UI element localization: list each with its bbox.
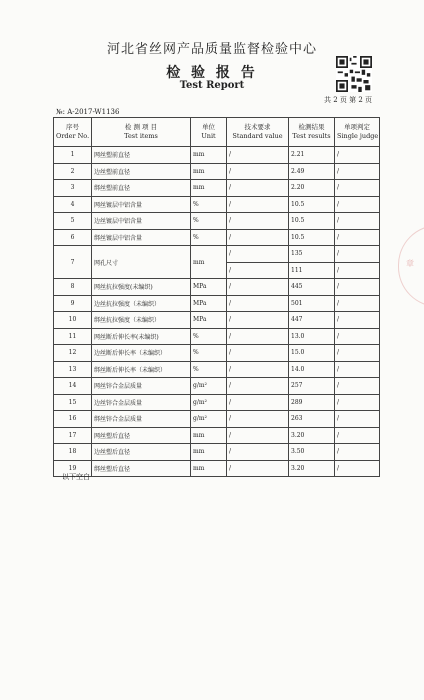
row-result: 2.49: [289, 163, 335, 180]
seal-stamp: 章: [398, 225, 424, 307]
row-order: 9: [54, 295, 92, 312]
row-item: 网孔尺寸: [92, 246, 191, 279]
table-row: [54, 196, 380, 213]
row-order: 1: [54, 147, 92, 164]
row-order: 4: [54, 196, 92, 213]
document-number: №: A-2017-W1136: [56, 108, 120, 116]
row-judge: /: [335, 147, 380, 164]
row-judge: /: [335, 394, 380, 411]
row-order: 8: [54, 279, 92, 296]
row-item: 网丝镀层中铝含量: [92, 196, 191, 213]
row-unit: mm: [191, 163, 227, 180]
header-judge: 单项判定 Single judge: [335, 118, 380, 147]
table-row: [54, 361, 380, 378]
table-row: [54, 312, 380, 329]
row-judge: /: [335, 460, 380, 477]
row-result: 501: [289, 295, 335, 312]
row-unit: %: [191, 345, 227, 362]
table-row: [54, 427, 380, 444]
row-judge: /: [335, 444, 380, 461]
row-item: 绑丝锌合金层质量: [92, 411, 191, 428]
row-standard: /: [227, 279, 289, 296]
table-row: [54, 279, 380, 296]
row-unit: %: [191, 196, 227, 213]
row-item: 网丝锌合金层质量: [92, 378, 191, 395]
report-title-cn: 检 验 报 告: [166, 65, 258, 81]
row-judge: /: [335, 378, 380, 395]
qr-code-icon: [336, 56, 372, 92]
blank-below-note: 以下空白: [62, 473, 90, 481]
row-unit: MPa: [191, 279, 227, 296]
row-judge: /: [335, 427, 380, 444]
row-result: 14.0: [289, 361, 335, 378]
row-result: 135: [289, 246, 335, 263]
row-unit: %: [191, 328, 227, 345]
table-row: [54, 378, 380, 395]
table-row: [54, 295, 380, 312]
row-result: 111: [289, 262, 335, 279]
row-judge: /: [335, 279, 380, 296]
row-unit: g/m²: [191, 394, 227, 411]
row-standard: /: [227, 262, 289, 279]
row-result: 3.20: [289, 427, 335, 444]
row-order: 14: [54, 378, 92, 395]
row-order: 19: [54, 460, 92, 477]
table-row: [54, 411, 380, 428]
row-unit: mm: [191, 460, 227, 477]
row-order: 7: [54, 246, 92, 279]
row-standard: /: [227, 312, 289, 329]
row-standard: /: [227, 196, 289, 213]
table-row: [54, 345, 380, 362]
row-result: 447: [289, 312, 335, 329]
row-judge: /: [335, 213, 380, 230]
row-standard: /: [227, 229, 289, 246]
row-result: 13.0: [289, 328, 335, 345]
row-judge: /: [335, 361, 380, 378]
row-judge: /: [335, 312, 380, 329]
row-judge: /: [335, 196, 380, 213]
row-judge: /: [335, 180, 380, 197]
table-header-row: [54, 118, 380, 147]
row-result: 10.5: [289, 213, 335, 230]
row-order: 16: [54, 411, 92, 428]
table-row: [54, 460, 380, 477]
row-item: 绑丝断后伸长率（未编织）: [92, 361, 191, 378]
row-item: 网丝塑前直径: [92, 147, 191, 164]
row-order: 18: [54, 444, 92, 461]
row-standard: /: [227, 345, 289, 362]
row-standard: /: [227, 460, 289, 477]
row-standard: /: [227, 213, 289, 230]
row-unit: MPa: [191, 295, 227, 312]
row-result: 10.5: [289, 196, 335, 213]
row-standard: /: [227, 180, 289, 197]
row-item: 边丝镀层中铝含量: [92, 213, 191, 230]
row-standard: /: [227, 328, 289, 345]
row-standard: /: [227, 246, 289, 263]
row-result: 3.20: [289, 460, 335, 477]
header-items: 检 测 项 目 Test items: [92, 118, 191, 147]
row-standard: /: [227, 361, 289, 378]
row-item: 绑丝抗拉强度（未编织）: [92, 312, 191, 329]
row-standard: /: [227, 147, 289, 164]
table-row: [54, 147, 380, 164]
table-row: [54, 229, 380, 246]
row-item: 边丝塑前直径: [92, 163, 191, 180]
row-judge: /: [335, 163, 380, 180]
row-result: 445: [289, 279, 335, 296]
org-title: 河北省丝网产品质量监督检验中心: [106, 42, 317, 57]
row-unit: g/m²: [191, 378, 227, 395]
table-row: [54, 394, 380, 411]
row-standard: /: [227, 394, 289, 411]
results-table: [53, 117, 380, 477]
row-order: 10: [54, 312, 92, 329]
row-unit: mm: [191, 427, 227, 444]
row-item: 边丝断后伸长率（未编织）: [92, 345, 191, 362]
row-order: 3: [54, 180, 92, 197]
header-unit: 单位 Unit: [191, 118, 227, 147]
header-order: 序号 Order No.: [54, 118, 92, 147]
row-unit: mm: [191, 180, 227, 197]
row-unit: %: [191, 361, 227, 378]
row-result: 2.20: [289, 180, 335, 197]
row-unit: %: [191, 213, 227, 230]
row-item: 绑丝塑前直径: [92, 180, 191, 197]
row-order: 11: [54, 328, 92, 345]
row-result: 289: [289, 394, 335, 411]
header-results: 检测结果 Test results: [289, 118, 335, 147]
row-item: 边丝锌合金层质量: [92, 394, 191, 411]
table-row: [54, 444, 380, 461]
row-standard: /: [227, 163, 289, 180]
row-result: 10.5: [289, 229, 335, 246]
page-number: 共 2 页 第 2 页: [324, 96, 373, 104]
row-order: 15: [54, 394, 92, 411]
row-standard: /: [227, 411, 289, 428]
row-item: 网丝抗拉强度(未编织): [92, 279, 191, 296]
row-unit: %: [191, 229, 227, 246]
row-result: 2.21: [289, 147, 335, 164]
table-row: [54, 180, 380, 197]
row-order: 13: [54, 361, 92, 378]
row-standard: /: [227, 444, 289, 461]
row-standard: /: [227, 378, 289, 395]
row-judge: /: [335, 411, 380, 428]
row-unit: mm: [191, 246, 227, 279]
table-row: [54, 163, 380, 180]
row-order: 6: [54, 229, 92, 246]
table-row: [54, 246, 380, 263]
row-standard: /: [227, 427, 289, 444]
row-judge: /: [335, 295, 380, 312]
row-judge: /: [335, 262, 380, 279]
row-unit: g/m²: [191, 411, 227, 428]
row-result: 15.0: [289, 345, 335, 362]
table-row: [54, 213, 380, 230]
row-order: 5: [54, 213, 92, 230]
row-item: 绑丝镀层中铝含量: [92, 229, 191, 246]
row-unit: mm: [191, 147, 227, 164]
row-unit: MPa: [191, 312, 227, 329]
row-item: 边丝塑后直径: [92, 444, 191, 461]
row-item: 绑丝塑后直径: [92, 460, 191, 477]
row-order: 2: [54, 163, 92, 180]
row-item: 网丝塑后直径: [92, 427, 191, 444]
row-judge: /: [335, 229, 380, 246]
row-item: 边丝抗拉强度（未编织）: [92, 295, 191, 312]
table-row: [54, 328, 380, 345]
header-standard: 技术要求 Standard value: [227, 118, 289, 147]
row-item: 网丝断后伸长率(未编织): [92, 328, 191, 345]
row-result: 3.50: [289, 444, 335, 461]
row-judge: /: [335, 345, 380, 362]
report-title-en: Test Report: [179, 80, 245, 91]
row-result: 257: [289, 378, 335, 395]
row-order: 12: [54, 345, 92, 362]
row-result: 263: [289, 411, 335, 428]
row-judge: /: [335, 328, 380, 345]
row-order: 17: [54, 427, 92, 444]
row-standard: /: [227, 295, 289, 312]
row-unit: mm: [191, 444, 227, 461]
row-judge: /: [335, 246, 380, 263]
